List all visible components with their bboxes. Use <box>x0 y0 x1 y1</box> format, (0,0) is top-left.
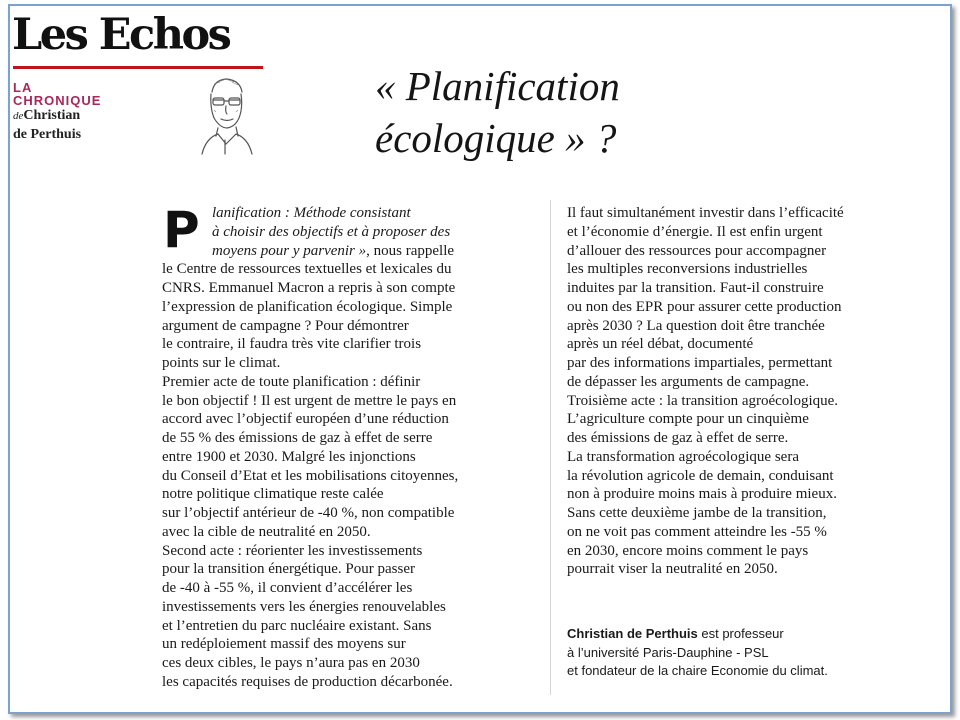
headline-line-2: écologique » ? <box>375 115 617 161</box>
text-line: après un réel débat, documenté <box>567 336 754 353</box>
text-line: on ne voit pas comment atteindre les -55 % <box>567 523 827 540</box>
headline <box>375 60 705 164</box>
bio-text: à l’université Paris-Dauphine - PSL <box>567 644 769 660</box>
author-bio <box>567 625 828 681</box>
text-line: et l’entretien du parc nucléaire existant. Sans <box>162 617 432 634</box>
text-line: pour la transition énergétique. Pour passer <box>162 561 415 578</box>
text-line: la révolution agricole de demain, conduisant <box>567 467 834 484</box>
column-author-label <box>13 108 81 146</box>
masthead-logo: Les Echos <box>12 10 230 60</box>
text-line: et l’économie d’énergie. Il est enfin urgent <box>567 223 823 240</box>
text-line: de -40 à -55 %, il convient d’accélérer les <box>162 580 413 596</box>
text-line: à choisir des objectifs et à proposer des <box>212 223 451 240</box>
text-line: entre 1900 et 2030. Malgré les injonctions <box>162 448 416 465</box>
column-label-chronique: CHRONIQUE <box>13 93 102 108</box>
column-label-la: LA <box>13 80 33 95</box>
text-line: d’allouer des ressources pour accompagner <box>567 242 827 259</box>
text-line: Troisième acte : la transition agroécologique. <box>567 392 839 409</box>
text-line: L’agriculture compte pour un cinquième <box>567 411 809 428</box>
text-line: du Conseil d’Etat et les mobilisations citoyennes, <box>162 467 459 484</box>
text-line: en 2030, encore moins comment le pays <box>567 542 809 559</box>
text-line: l’expression de planification écologique. Simple <box>162 298 453 315</box>
text-line: CNRS. Emmanuel Macron a repris à son compte <box>162 280 456 296</box>
text-line: notre politique climatique reste calée <box>162 486 384 503</box>
article-column-right <box>567 204 844 579</box>
headline-line-1: « Planification <box>375 63 620 109</box>
text-line: La transformation agroécologique sera <box>567 448 799 465</box>
author-last-name: de Perthuis <box>13 126 82 142</box>
text-line: de dépasser les arguments de campagne. <box>567 373 810 390</box>
text-line: Il faut simultanément investir dans l’efficacité <box>567 205 844 221</box>
article-column-left <box>162 201 459 692</box>
text-line: sur l’objectif antérieur de -40 %, non compatible <box>162 505 455 521</box>
text-line: moyens pour y parvenir », nous rappelle <box>212 242 455 259</box>
masthead-rule <box>13 66 263 69</box>
text-line: ces deux cibles, le pays n’aura pas en 2030 <box>162 655 420 671</box>
text-line: après 2030 ? La question doit être tranchée <box>567 317 825 334</box>
bio-text: et fondateur de la chaire Economie du climat. <box>567 663 828 678</box>
text-line: Second acte : réorienter les investissements <box>162 542 423 559</box>
text-line: le Centre de ressources textuelles et lexicales du <box>162 261 452 278</box>
author-portrait-icon <box>196 74 254 156</box>
text-line: Sans cette deuxième jambe de la transition, <box>567 505 827 521</box>
text-line: avec la cible de neutralité en 2050. <box>162 523 371 540</box>
text-line: les capacités requises de production décarbonée. <box>162 673 453 690</box>
text-line: des émissions de gaz à effet de serre. <box>567 430 789 446</box>
bio-author-name: Christian de Perthuis <box>567 626 698 641</box>
text-line: par des informations impartiales, permettant <box>567 355 833 371</box>
text-line: argument de campagne ? Pour démontrer <box>162 317 409 334</box>
text-line: un redéploiement massif des moyens sur <box>162 636 406 653</box>
text-line: le contraire, il faudra très vite clarifier trois <box>162 336 422 353</box>
text-line: pourrait viser la neutralité en 2050. <box>567 561 778 578</box>
column-divider <box>550 200 551 695</box>
author-first-name: Christian <box>23 108 81 123</box>
text-line: points sur le climat. <box>162 355 281 371</box>
text-line: induites par la transition. Faut-il construire <box>567 280 824 296</box>
text-line: Premier acte de toute planification : définir <box>162 373 421 390</box>
text-line: non à produire moins mais à produire mieux. <box>567 486 837 503</box>
text-line: investissements vers les énergies renouvelables <box>162 598 446 615</box>
text-line: accord avec l’objectif européen d’une réduction <box>162 411 449 428</box>
text-line: lanification : Méthode consistant <box>212 205 411 221</box>
text-line: les multiples reconversions industrielles <box>567 261 808 278</box>
text-line: le bon objectif ! Il est urgent de mettre le pays en <box>162 392 457 409</box>
drop-cap: P <box>163 201 200 259</box>
text-line: ou non des EPR pour assurer cette production <box>567 298 842 315</box>
text-line: de 55 % des émissions de gaz à effet de serre <box>162 430 433 446</box>
author-de: de <box>13 110 24 122</box>
bio-text: est professeur <box>697 626 784 641</box>
